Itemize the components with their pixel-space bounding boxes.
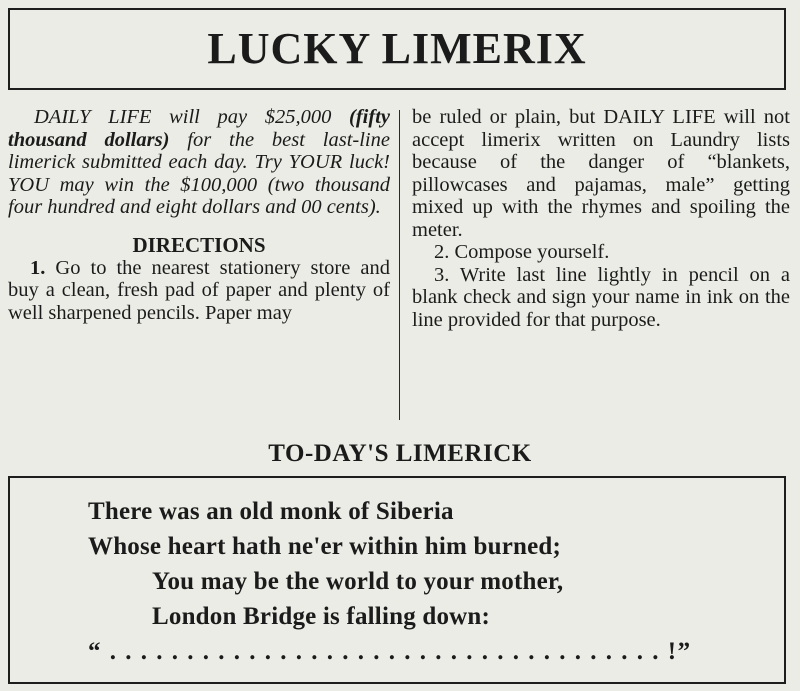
intro-part2: (fifty thousand dollars) bbox=[8, 106, 390, 151]
intro-part3: for the best last-line limerick submitted each day. Try YOUR luck! YOU may win the $100,000 (two thousand four hundred and eight dollars and 00 cents). bbox=[8, 128, 390, 218]
intro-part1: DAILY LIFE will pay $25,000 bbox=[34, 106, 350, 128]
intro-paragraph bbox=[8, 106, 390, 219]
page-title: LUCKY LIMERIX bbox=[207, 23, 587, 73]
limerick-last-line-blank: “ . . . . . . . . . . . . . . . . . . . . . . . . . . . . . . . . . . . . !” bbox=[88, 638, 692, 665]
column-divider bbox=[399, 110, 400, 420]
limerick-line-4: London Bridge is falling down: bbox=[152, 603, 491, 630]
direction-step-2: 2. Compose yourself. bbox=[434, 241, 610, 263]
title-box bbox=[8, 8, 786, 90]
direction-step-1 bbox=[8, 257, 390, 325]
right-column bbox=[412, 106, 790, 331]
left-column bbox=[8, 106, 390, 324]
step-1-text: Go to the nearest stationery store and buy a clean, fresh pad of paper and plenty of well sharpened pencils. Paper may bbox=[8, 256, 390, 324]
direction-step-1-continued: be ruled or plain, but DAILY LIFE will not accept limerix written on Laundry lists because of the danger of “blankets, pillowcases and pajamas, male” getting mixed up with the rhymes and spoiling the meter. bbox=[412, 106, 790, 241]
limerick-line-2: Whose heart hath ne'er within him burned; bbox=[88, 533, 562, 560]
limerick-line-1: There was an old monk of Siberia bbox=[88, 498, 454, 525]
direction-step-3: 3. Write last line lightly in pencil on a blank check and sign your name in ink on the line provided for that purpose. bbox=[412, 263, 790, 331]
limerick-line-3: You may be the world to your mother, bbox=[152, 568, 564, 595]
limerick-box bbox=[8, 476, 786, 684]
todays-limerick-heading: TO-DAY'S LIMERICK bbox=[268, 440, 532, 467]
directions-heading: DIRECTIONS bbox=[132, 232, 266, 257]
step-1-number: 1. bbox=[30, 256, 46, 279]
